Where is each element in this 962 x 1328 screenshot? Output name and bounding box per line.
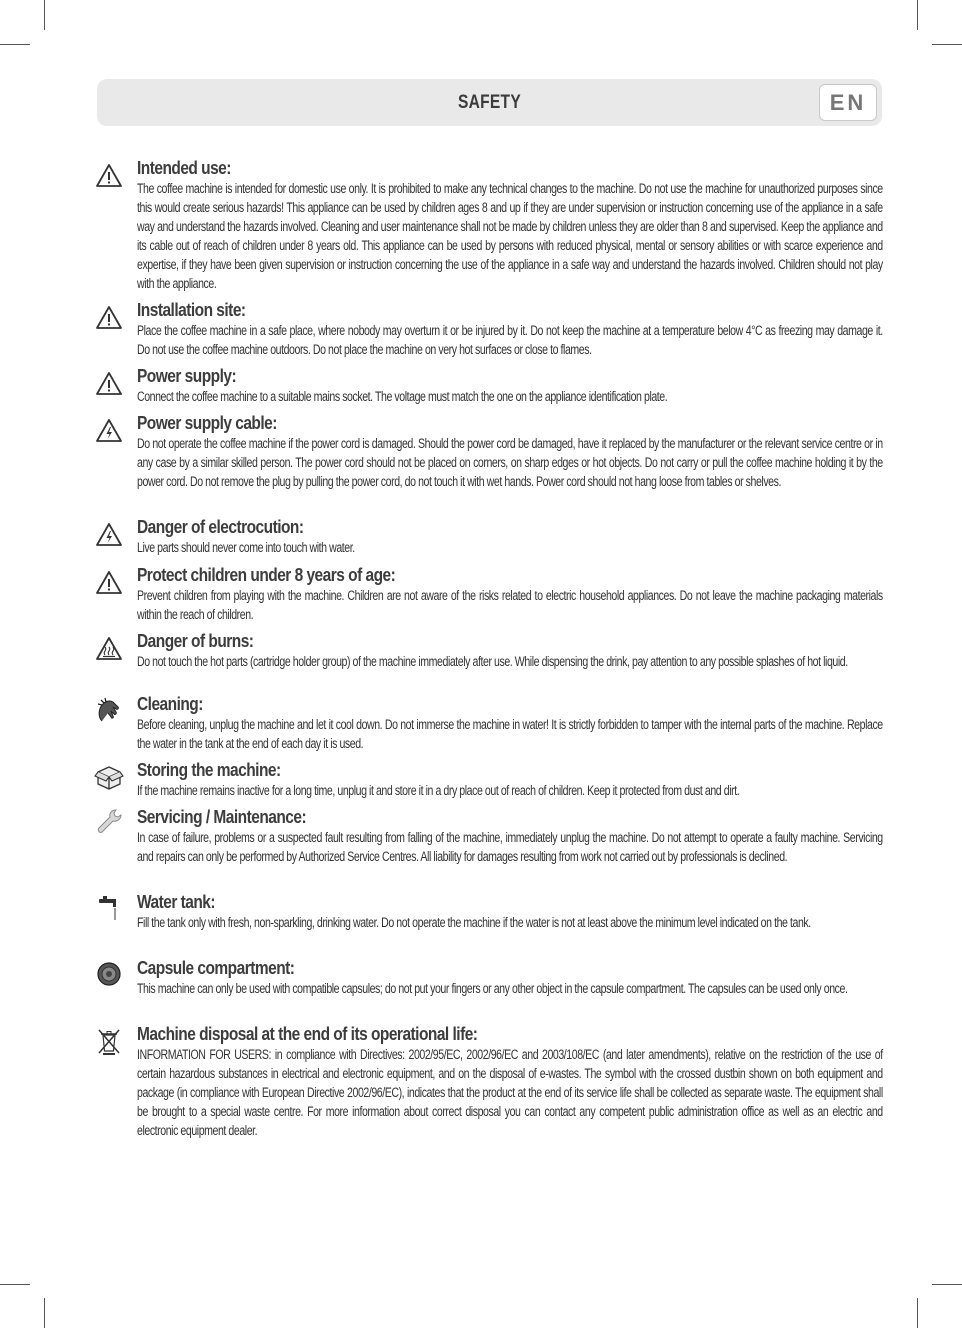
section-text: This machine can only be used with compatible capsules; do not put your fingers or any other object in the capsule compartment. The capsules can be used only once. bbox=[137, 981, 848, 996]
language-badge: EN bbox=[819, 84, 877, 121]
page-title: SAFETY bbox=[458, 92, 521, 113]
section-text: Fill the tank only with fresh, non-sparkling, drinking water. Do not operate the machine if the water is not at least above the minimum level indicated on the tank. bbox=[137, 915, 811, 930]
section-text: Connect the coffee machine to a suitable mains socket. The voltage must match the one on the appliance identification plate. bbox=[137, 389, 668, 404]
section-title: Power supply: bbox=[137, 366, 237, 386]
section-text: Place the coffee machine in a safe place, where nobody may overturn it or be injured by it. Do not keep the machine at a temperature below 4°C as freezing may damage it. Do not use the coffee machine outdoors. Do not place the machine on very hot surfaces or close to flames. bbox=[137, 323, 883, 357]
section-content bbox=[137, 958, 883, 998]
section-content bbox=[137, 366, 883, 406]
section-title: Protect children under 8 years of age: bbox=[137, 565, 396, 585]
wrench-icon bbox=[94, 807, 124, 837]
section-title: Capsule compartment: bbox=[137, 958, 295, 978]
section-content bbox=[137, 631, 883, 671]
section-text: Do not operate the coffee machine if the power cord is damaged. Should the power cord be damaged, have it replaced by the manufacturer or the relevant service centre or in any case by a similar skilled person. The power cord should not be placed on corners, on sharp edges or hot objects. Do not carry or pull the coffee machine holding it by the power cord. Do not remove the plug by pulling the power cord, do not touch it with wet hands. Power cord should not hang loose from tables or shelves. bbox=[137, 436, 883, 489]
section-title: Power supply cable: bbox=[137, 413, 277, 433]
section-title: Danger of electrocution: bbox=[137, 517, 304, 537]
section-text: In case of failure, problems or a suspected fault resulting from falling of the machine, immediately unplug the machine. Do not attempt to operate a faulty machine. Servicing and repairs can only be performed by Authorized Service Centres. All liability for damages resulting from work not carried out by professionals is declined. bbox=[137, 830, 883, 864]
section-title: Intended use: bbox=[137, 158, 231, 178]
crop-mark bbox=[932, 1284, 962, 1285]
section-content bbox=[137, 565, 883, 624]
section-title: Cleaning: bbox=[137, 694, 203, 714]
crop-mark bbox=[917, 1298, 918, 1328]
warning-icon bbox=[94, 369, 124, 399]
crop-mark bbox=[44, 1298, 45, 1328]
section-title: Servicing / Maintenance: bbox=[137, 807, 307, 827]
section-content bbox=[137, 158, 883, 293]
warning-icon bbox=[94, 568, 124, 598]
crop-mark bbox=[932, 44, 962, 45]
crop-mark bbox=[0, 1284, 30, 1285]
section-text: Live parts should never come into touch with water. bbox=[137, 540, 355, 555]
section-content bbox=[137, 517, 883, 557]
section-text: Do not touch the hot parts (cartridge holder group) of the machine immediately after use. While dispensing the drink, pay attention to any possible splashes of hot liquid. bbox=[137, 654, 848, 669]
section-content bbox=[137, 760, 883, 800]
section-title: Danger of burns: bbox=[137, 631, 254, 651]
electric-warning-icon bbox=[94, 520, 124, 550]
section-text: If the machine remains inactive for a long time, unplug it and store it in a dry place out of reach of children. Keep it protected from dust and dirt. bbox=[137, 783, 740, 798]
section-content bbox=[137, 807, 883, 866]
storage-box-icon bbox=[94, 762, 124, 792]
crop-mark bbox=[44, 0, 45, 30]
water-tap-icon bbox=[94, 893, 124, 923]
section-title: Machine disposal at the end of its operational life: bbox=[137, 1024, 478, 1044]
cleaning-hand-icon bbox=[94, 695, 124, 725]
section-content bbox=[137, 300, 883, 359]
warning-icon bbox=[94, 303, 124, 333]
section-text: INFORMATION FOR USERS: in compliance with Directives: 2002/95/EC, 2002/96/EC and 2003/108/EC (and later amendments), relative on the restriction of the use of certain hazardous substances in electrical and electronic equipment, and on the disposal of e-wastes. The symbol with the crossed dustbin shown on both equipment and package (in compliance with European Directive 2002/96/EC), indicates that the product at the end of its service life shall be collected as separate waste. The equipment shall be brought to a special waste centre. For more information about correct disposal you can contact any competent public administration office as well as an electric and electronic equipment dealer. bbox=[137, 1047, 883, 1138]
hot-surface-icon bbox=[94, 634, 124, 664]
section-header bbox=[97, 79, 882, 126]
section-content bbox=[137, 892, 883, 932]
section-title: Installation site: bbox=[137, 300, 246, 320]
electric-warning-icon bbox=[94, 416, 124, 446]
capsule-icon bbox=[94, 959, 124, 989]
crop-mark bbox=[0, 44, 30, 45]
section-content bbox=[137, 694, 883, 753]
crossed-bin-icon bbox=[94, 1026, 124, 1056]
section-text: Prevent children from playing with the machine. Children are not aware of the risks related to electric household appliances. Do not leave the machine packaging materials within the reach of children. bbox=[137, 588, 883, 622]
section-content bbox=[137, 1024, 883, 1140]
section-title: Storing the machine: bbox=[137, 760, 281, 780]
warning-icon bbox=[94, 161, 124, 191]
section-title: Water tank: bbox=[137, 892, 216, 912]
section-text: The coffee machine is intended for domestic use only. It is prohibited to make any technical changes to the machine. Do not use the machine for unauthorized purposes since this would create serious hazards! This appliance can be used by children ages 8 and up if they are under supervision or instruction concerning use of the appliance in a safe way and understand the hazards involved. Cleaning and user maintenance shall not be made by children unless they are older than 8 and supervised. Keep the appliance and its cable out of reach of children under 8 years old. This appliance can be used by persons with reduced physical, mental or sensory abilities or with scarce experience and expertise, if they have been given supervision or instruction concerning the use of the appliance in a safe way and understand the hazards involved. Children should not play with the appliance. bbox=[137, 181, 883, 291]
section-text: Before cleaning, unplug the machine and let it cool down. Do not immerse the machine in water! It is strictly forbidden to tamper with the internal parts of the machine. Replace the water in the tank at the end of each day it is used. bbox=[137, 717, 883, 751]
section-content bbox=[137, 413, 883, 491]
crop-mark bbox=[917, 0, 918, 30]
